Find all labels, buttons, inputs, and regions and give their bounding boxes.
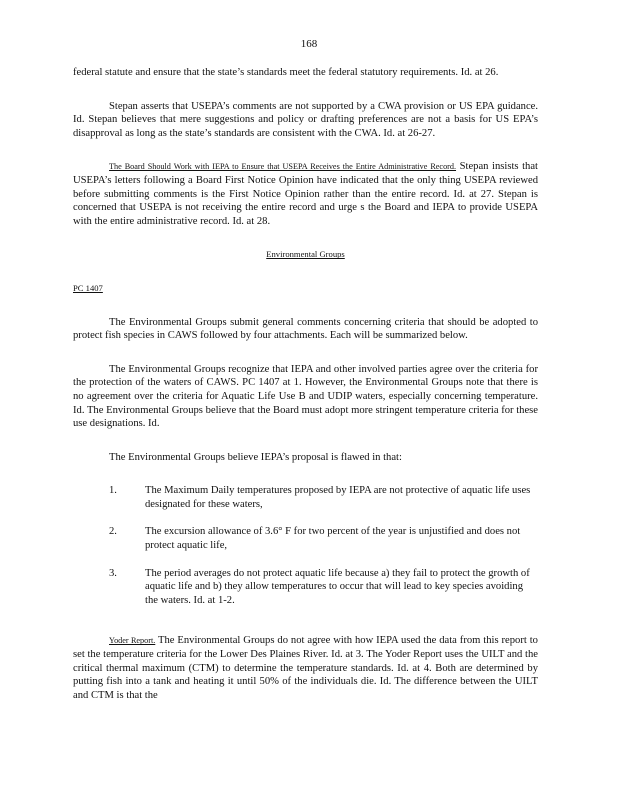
paragraph-continuation: federal statute and ensure that the state’s standards meet the federal statutory requirements. Id. at 26. <box>73 67 499 78</box>
paragraph-yoder-report <box>73 634 538 702</box>
section-heading: Environmental Groups <box>266 249 345 260</box>
paragraph-proposal-flawed: The Environmental Groups believe IEPA’s proposal is flawed in that: <box>109 451 402 463</box>
paragraph-criteria-agreement: The Environmental Groups recognize that IEPA and other involved parties agree over the criteria for the protection of the waters of CAWS. PC 1407 at 1. However, the Environmental Groups note that there is no agreement over the criteria for Aquatic Life Use B and UDIP waters, especially concerning temperature. Id. The Environmental Groups believe that the Board must adopt more stringent temperature criteria for these use designations. Id. <box>73 363 538 430</box>
flaw-list <box>73 484 538 607</box>
list-item: 3. The period averages do not protect aquatic life because a) they fail to protect the growth of aquatic life and b) they allow temperatures to occur that will lead to key species avoiding the waters. Id. at 1-2. <box>109 567 530 606</box>
list-item: 2. The excursion allowance of 3.6° F for two percent of the year is unjustified and does not protect aquatic life, <box>109 526 521 552</box>
heading-administrative-record: The Board Should Work with IEPA to Ensure that USEPA Receives the Entire Administrative Record. <box>109 162 457 172</box>
paragraph-general-comments: The Environmental Groups submit general comments concerning criteria that should be adopted to protect fish species in CAWS followed by four attachments. Each will be summarized below. <box>73 316 538 342</box>
paragraph-administrative-record-body: Stepan insists that USEPA’s letters following a Board First Notice Opinion have indicated that the only thing USEPA reviewed before submitting comments is the First Notice Opinion rather than the entire record. Id. at 27. Stepan is concerned that USEPA is not receiving the entire record and urge s the Board and IEPA to provide USEPA with the entire administrative record. Id. at 28. <box>73 161 538 227</box>
page-number: 168 <box>300 38 318 50</box>
list-item: 1. The Maximum Daily temperatures proposed by IEPA are not protective of aquatic life uses designated for these waters, <box>109 485 531 510</box>
paragraph-stepan-comments: Stepan asserts that USEPA’s comments are not supported by a CWA provision or US EPA guidance. Id. Stepan believes that mere suggestions and policy or drafting preferences are not a basis for US EPA’s disapproval as long as the state’s standards are consistent with the CWA. Id. at 26-27. <box>73 100 538 139</box>
paragraph-administrative-record <box>73 160 538 228</box>
sub-heading: PC 1407 <box>73 282 103 293</box>
paragraph-yoder-report-body: The Environmental Groups do not agree with how IEPA used the data from this report to set the temperature criteria for the Lower Des Plaines River. Id. at 3. The Yoder Report uses the UILT and the critical thermal maximum (CTM) to determine the temperature standards. Id. at 4. Both are determined by putting fish into a tank and heating it until 50% of the individuals die. Id. The difference between the UILT and CTM is that the <box>73 635 538 701</box>
heading-yoder-report: Yoder Report. <box>109 636 156 646</box>
document-body <box>73 66 538 702</box>
